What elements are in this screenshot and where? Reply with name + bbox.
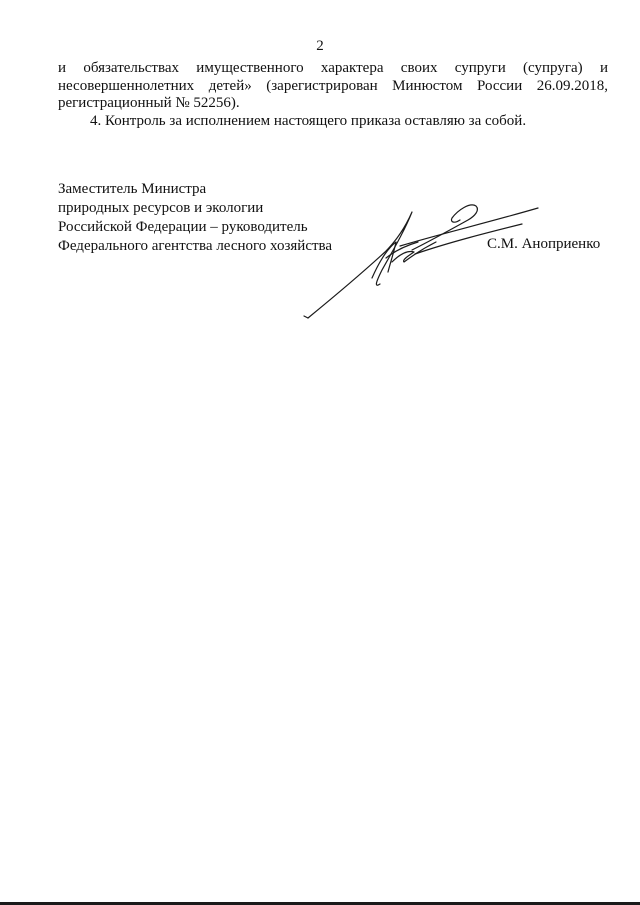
body-text [58, 60, 608, 130]
signatory-title-line: Российской Федерации – руководитель [58, 219, 308, 235]
page-number: 2 [316, 38, 324, 54]
paragraph-control-clause: 4. Контроль за исполнением настоящего приказа оставляю за собой. [90, 112, 527, 129]
signatory-title-line: Заместитель Министра [58, 181, 207, 197]
signatory-name: С.М. Аноприенко [487, 236, 601, 252]
signatory-title [58, 180, 332, 256]
handwritten-signature [300, 190, 550, 325]
signatory-title-line: Федерального агентства лесного хозяйства [58, 238, 333, 254]
paragraph-continuation: и обязательствах имущественного характера своих супруги (супруга) и несовершеннолетних детей» (зарегистрирован Минюстом России 26.09.2018, регистрационный № 52256). [58, 60, 608, 111]
signatory-title-line: природных ресурсов и экологии [58, 200, 264, 216]
